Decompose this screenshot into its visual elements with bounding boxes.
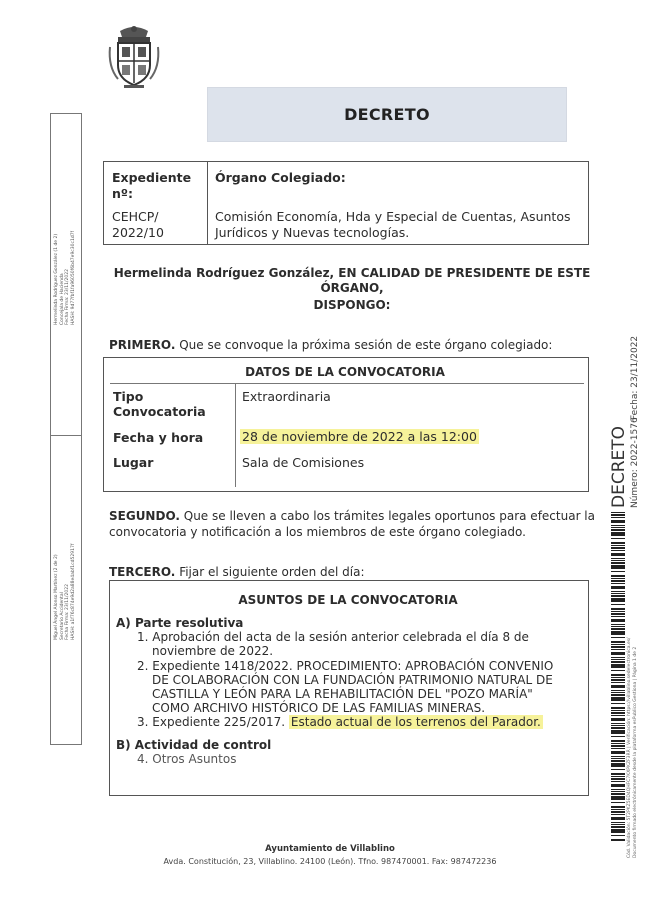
signature-2-hash: HASH: a1f76c874e9d2a88e4abf1cd52917f [70,543,76,640]
segundo-paragraph-line1 [109,508,595,524]
item3 [137,714,543,730]
item3-highlight: Estado actual de los terrenos del Parador. [290,715,541,729]
primero-paragraph [109,337,552,353]
organo-value-line2: Jurídicos y Nuevas tecnologías. [215,225,410,240]
signature-divider [50,435,82,436]
signature-1-role: Concejala de Hacienda [59,273,65,325]
item3-prefix: 3. Expediente 225/2017. [137,715,289,729]
signature-box [50,113,82,745]
asuntos-heading: ASUNTOS DE LA CONVOCATORIA [238,593,458,607]
signature-2-role: Secretario Accidental [59,592,65,640]
signature-1-hash: HASH: 9d77fbf1fa96050f6b47e9c30c1d7f [70,230,76,325]
segundo-text: Que se lleven a cabo los trámites legales oportunos para efectuar la [179,509,595,523]
tipo-value: Extraordinaria [242,389,331,404]
fecha-label: Fecha y hora [113,430,204,445]
barcode-icon [611,512,625,842]
convocatoria-divider [110,383,584,384]
table-divider [207,161,208,245]
item4: 4. Otros Asuntos [137,752,237,766]
item2-line1: 2. Expediente 1418/2022. PROCEDIMIENTO: APROBACIÓN CONVENIO [137,659,554,673]
signature-1-date: Fecha Firma: 23/11/2022 [65,269,70,325]
signature-2-date: Fecha Firma: 23/11/2022 [65,584,70,640]
convocatoria-heading: DATOS DE LA CONVOCATORIA [245,365,445,379]
primero-label: PRIMERO. [109,338,176,352]
segundo-paragraph-line2: convocatoria y notificación a los miembros de este órgano colegiado. [109,525,526,539]
tercero-label: TERCERO. [109,565,176,579]
footer-address: Avda. Constitución, 23, Villablino. 24100 (León). Tfno. 987470001. Fax: 987472236 [163,857,497,866]
signature-2 [54,544,76,640]
convocatoria-column-divider [235,383,236,487]
organo-label: Órgano Colegiado: [215,170,346,185]
expediente-value-line1: CEHCP/ [112,209,159,224]
section-b: B) Actividad de control [116,738,272,752]
item1-line2: noviembre de 2022. [152,644,274,658]
primero-text: Que se convoque la próxima sesión de este órgano colegiado: [175,338,553,352]
expediente-value-line2: 2022/10 [112,225,164,240]
tercero-paragraph [109,564,365,580]
tipo-label-line1: Tipo [113,389,144,404]
decreto-numero: Número: 2022-1576 [630,417,640,508]
footer-org: Ayuntamiento de Villablino [265,844,395,854]
tipo-label-line2: Convocatoria [113,404,206,419]
signature-1-name: Hermelinda Rodríguez González (1 de 2) [54,233,59,325]
intro-line1: Hermelinda Rodríguez González, EN CALIDAD DE PRESIDENTE DE ESTE [113,266,591,280]
document-title: DECRETO [207,87,567,142]
decreto-stamp: DECRETO [609,425,629,508]
signature-1 [54,231,76,325]
fecha-value [240,429,479,445]
tercero-text: Fijar el siguiente orden del día: [175,565,365,579]
organo-value-line1: Comisión Economía, Hda y Especial de Cuentas, Asuntos [215,209,571,224]
signature-2-name: Miguel Ángel Alonso Martínez (2 de 2) [54,554,59,640]
validation-code [627,637,638,858]
fecha-value-highlight: 28 de noviembre de 2022 a las 12:00 [242,429,477,444]
item2-line4: COMO ARCHIVO HISTÓRICO DE LAS FAMILIAS MINERAS. [152,701,486,715]
segundo-label: SEGUNDO. [109,509,180,523]
decreto-fecha: Fecha: 23/11/2022 [630,335,640,420]
expediente-label: Expediente nº: [112,170,192,201]
dispongo: DISPONGO: [313,298,391,312]
section-a: A) Parte resolutiva [116,616,244,630]
item2-line2: DE COLABORACIÓN CON LA FUNDACIÓN PATRIMONIO NATURAL DE [152,673,553,687]
item1-line1: 1. Aprobación del acta de la sesión anterior celebrada el día 8 de [137,630,529,644]
lugar-value: Sala de Comisiones [242,455,365,470]
validation-line1: Cód. Validación: 5T2PKZ5ED4QHFC7KXPKZF3RR | Verificación: https://villablino.sedelectronica.es/ [627,637,632,858]
intro-line2: ÓRGANO, [320,281,384,295]
item2-line3: CASTILLA Y LEÓN PARA LA REHABILITACIÓN DEL "POZO MARÍA" [152,687,533,701]
lugar-label: Lugar [113,455,154,470]
coat-of-arms-icon [106,23,162,89]
validation-line2: Documento firmado electrónicamente desde la plataforma esPublico Gestiona | Página 1 de 2 [632,646,638,858]
